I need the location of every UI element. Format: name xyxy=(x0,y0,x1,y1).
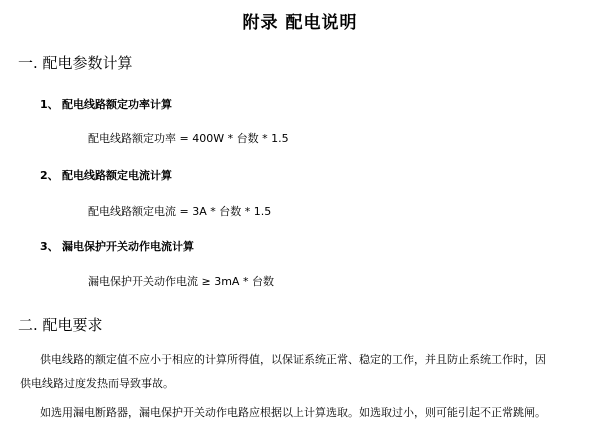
subsection-number: 3、 xyxy=(40,240,59,253)
paragraph-line: 如选用漏电断路器，漏电保护开关动作电路应根据以上计算选取。如选取过小，则可能引起不正常跳闸。 xyxy=(40,406,546,419)
section-heading-requirements: 二. 配电要求 xyxy=(18,316,103,334)
paragraph-line: 供电线路的额定值不应小于相应的计算所得值，以保证系统正常、稳定的工作，并且防止系统工作时，因 xyxy=(40,353,546,366)
subsection-number: 1、 xyxy=(40,98,59,111)
paragraph-line: 供电线路过度发热而导致事故。 xyxy=(20,377,174,390)
subsection-heading-rated-power xyxy=(40,96,172,112)
subsection-title: 漏电保护开关动作电流计算 xyxy=(62,240,194,253)
formula-rated-power: 配电线路额定功率 = 400W * 台数 * 1.5 xyxy=(88,132,289,145)
page-title: 附录 配电说明 xyxy=(242,13,358,33)
subsection-heading-rated-current xyxy=(40,167,172,183)
subsection-number: 2、 xyxy=(40,169,59,182)
subsection-title: 配电线路额定电流计算 xyxy=(62,169,172,182)
subsection-heading-leakage-current xyxy=(40,238,194,254)
formula-leakage-current: 漏电保护开关动作电流 ≥ 3mA * 台数 xyxy=(88,275,274,288)
formula-rated-current: 配电线路额定电流 = 3A * 台数 * 1.5 xyxy=(88,205,272,218)
section-heading-calculation: 一. 配电参数计算 xyxy=(18,54,133,72)
subsection-title: 配电线路额定功率计算 xyxy=(62,98,172,111)
